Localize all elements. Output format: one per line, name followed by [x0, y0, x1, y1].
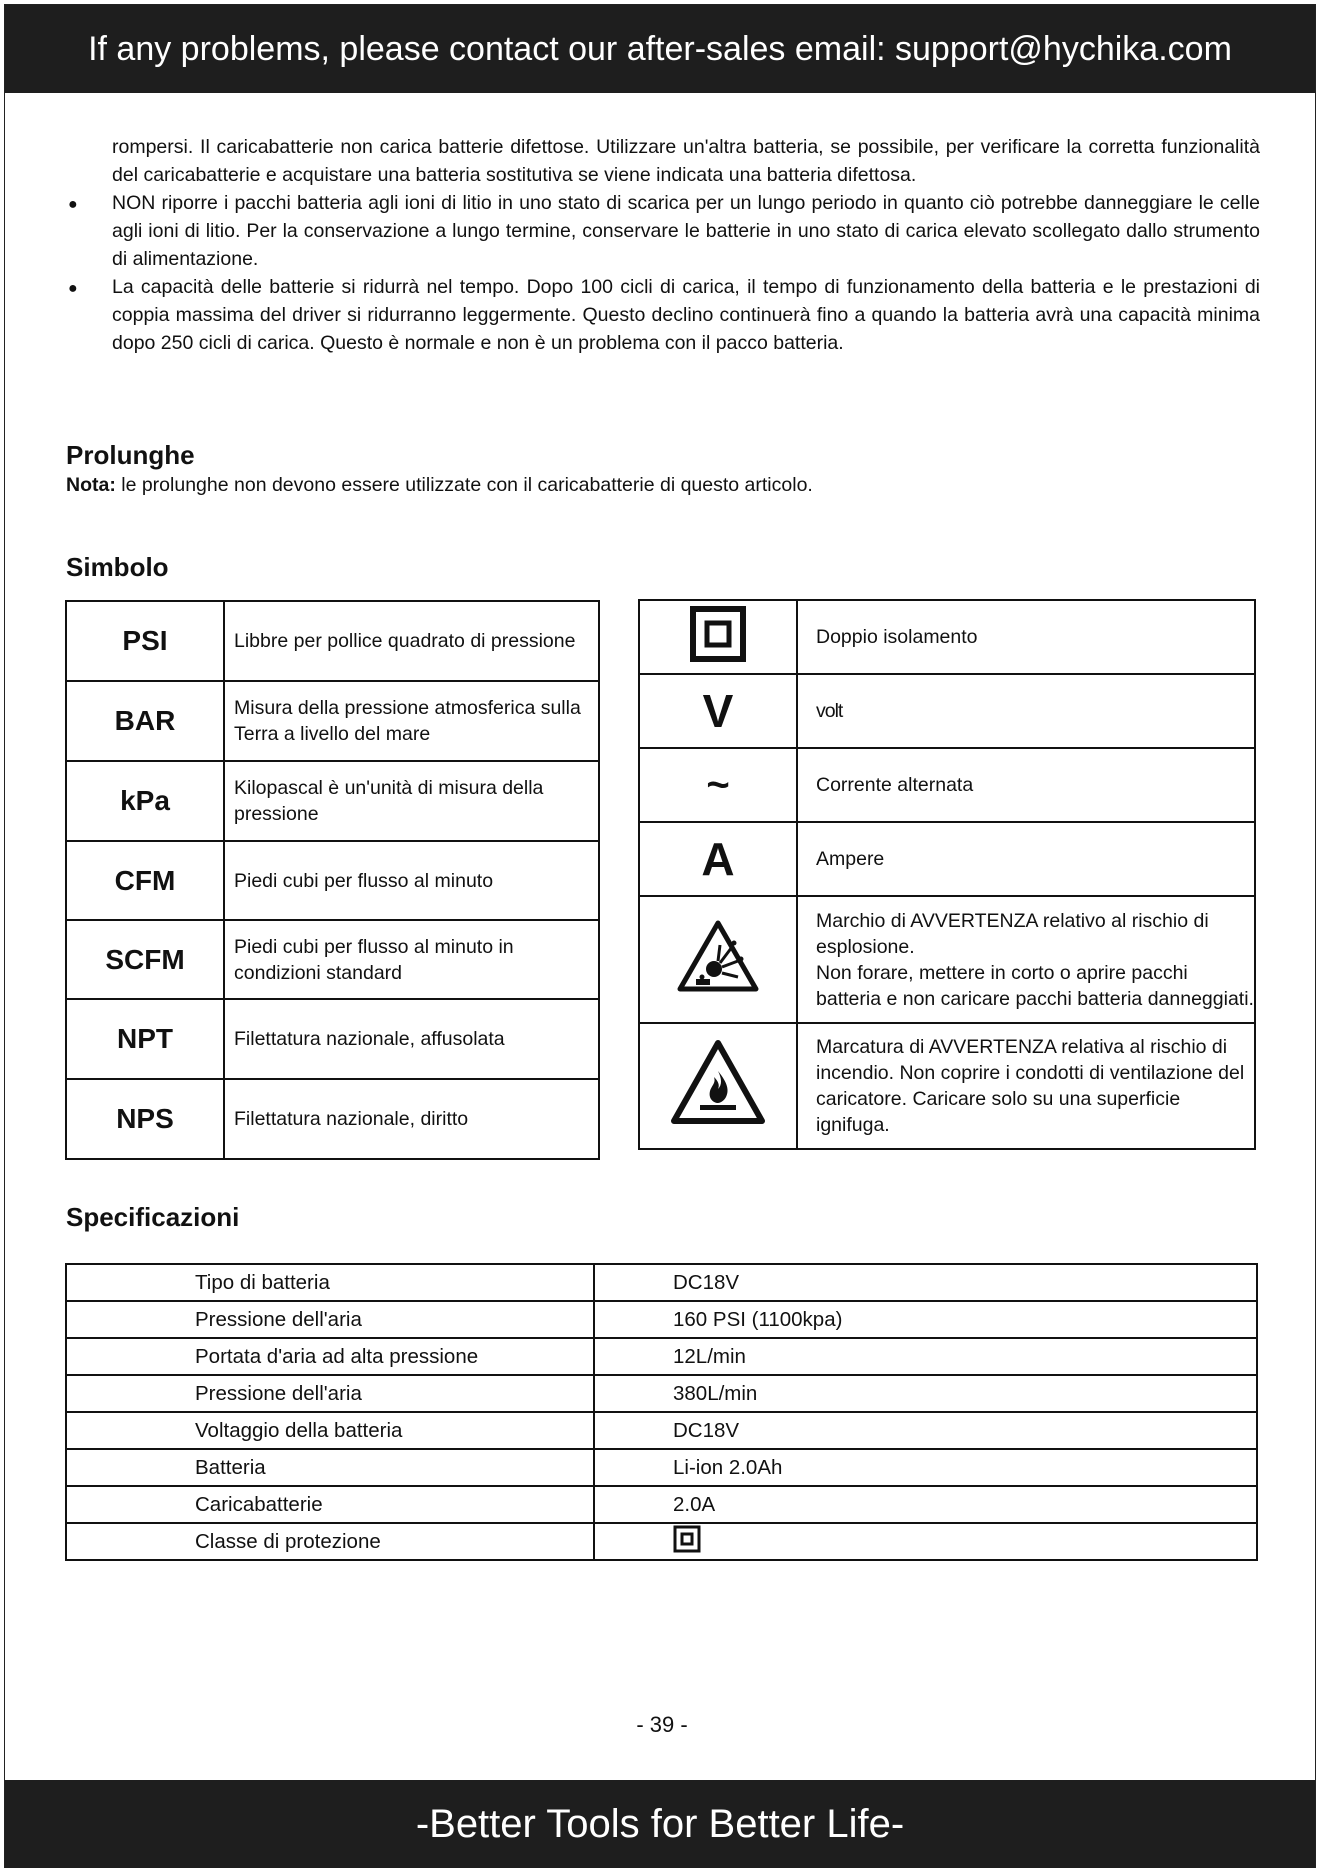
spec-label: Batteria: [66, 1449, 594, 1486]
bullet-icon: ●: [68, 196, 78, 213]
header-banner: If any problems, please contact our after-sales email: support@hychika.com: [5, 5, 1315, 93]
symbol-code: ~: [639, 748, 797, 822]
symbol-code: A: [639, 822, 797, 896]
spec-label: Voltaggio della batteria: [66, 1412, 594, 1449]
symbol-row: [639, 600, 1255, 674]
spec-value: DC18V: [594, 1264, 1257, 1301]
table-row: [66, 1375, 1257, 1412]
symbol-row: [639, 748, 1255, 822]
symbol-description: Kilopascal è un'unità di misura della pressione: [224, 761, 599, 841]
symbol-description: Filettatura nazionale, diritto: [224, 1079, 599, 1159]
symbol-row: [66, 761, 599, 841]
spec-value: [594, 1523, 1257, 1560]
double-insulation-icon: [673, 1525, 701, 1559]
note-label: Nota:: [66, 474, 116, 496]
symbol-description: Misura della pressione atmosferica sulla Terra a livello del mare: [224, 681, 599, 761]
symbol-description: Piedi cubi per flusso al minuto in condizioni standard: [224, 920, 599, 999]
explosion-warning-instructions: Non forare, mettere in corto o aprire pacchi batteria e non caricare pacchi batteria danneggiati.: [816, 961, 1254, 1010]
table-row: [66, 1412, 1257, 1449]
symbol-table-icons: [638, 599, 1256, 1150]
spec-label: Caricabatterie: [66, 1486, 594, 1523]
symbol-row: [639, 1023, 1255, 1149]
symbol-code: SCFM: [66, 920, 224, 999]
spec-value: 380L/min: [594, 1375, 1257, 1412]
symbol-description: [797, 896, 1255, 1023]
symbol-code: [639, 896, 797, 1023]
symbol-row: [639, 896, 1255, 1023]
spec-value: DC18V: [594, 1412, 1257, 1449]
spec-label: Classe di protezione: [66, 1523, 594, 1560]
symbol-description: volt: [797, 674, 1255, 748]
symbol-code: NPS: [66, 1079, 224, 1159]
spec-table: [65, 1263, 1258, 1561]
table-row: [66, 1449, 1257, 1486]
table-row: [66, 1338, 1257, 1375]
symbol-code: V: [639, 674, 797, 748]
spec-label: Pressione dell'aria: [66, 1375, 594, 1412]
symbol-row: [66, 999, 599, 1079]
explosion-warning-icon: [676, 919, 760, 1000]
fire-warning-icon: [670, 1039, 766, 1134]
symbol-row: [639, 822, 1255, 896]
symbol-description: Ampere: [797, 822, 1255, 896]
symbol-description: Piedi cubi per flusso al minuto: [224, 841, 599, 920]
symbol-description: Libbre per pollice quadrato di pressione: [224, 601, 599, 681]
symbol-row: [66, 841, 599, 920]
symbol-row: [66, 601, 599, 681]
symbol-code: [639, 1023, 797, 1149]
section-title-prolunghe: Prolunghe: [66, 440, 195, 470]
symbol-code: CFM: [66, 841, 224, 920]
symbol-row: [66, 1079, 599, 1159]
symbol-description: Filettatura nazionale, affusolata: [224, 999, 599, 1079]
table-row: [66, 1486, 1257, 1523]
symbol-table-units: [65, 600, 600, 1160]
symbol-code: NPT: [66, 999, 224, 1079]
table-row: [66, 1301, 1257, 1338]
table-row: [66, 1264, 1257, 1301]
spec-label: Pressione dell'aria: [66, 1301, 594, 1338]
bullet-icon: ●: [68, 280, 78, 297]
symbol-code: [639, 600, 797, 674]
intro-paragraph-2: NON riporre i pacchi batteria agli ioni di litio in uno stato di scarica per un lungo periodo in quanto ciò potrebbe danneggiare le celle agli ioni di litio. Per la conservazione a lungo termine, conservare le batterie in uno stato di carica elevato scollegato dallo strumento di alimentazione.: [112, 192, 1260, 270]
spec-value: 12L/min: [594, 1338, 1257, 1375]
symbol-code: kPa: [66, 761, 224, 841]
symbol-row: [66, 920, 599, 999]
footer-banner: -Better Tools for Better Life-: [5, 1780, 1315, 1868]
explosion-warning-text: Marchio di AVVERTENZA relativo al rischio di esplosione.: [816, 909, 1209, 958]
symbol-description: Doppio isolamento: [797, 600, 1255, 674]
section-title-specificazioni: Specificazioni: [66, 1202, 240, 1232]
spec-label: Portata d'aria ad alta pressione: [66, 1338, 594, 1375]
table-row: [66, 1523, 1257, 1560]
spec-value: Li-ion 2.0Ah: [594, 1449, 1257, 1486]
double-insulation-icon: [690, 606, 746, 669]
spec-value: 2.0A: [594, 1486, 1257, 1523]
section-title-simbolo: Simbolo: [66, 552, 169, 582]
prolunghe-note: [66, 474, 813, 497]
symbol-row: [66, 681, 599, 761]
intro-paragraph-3: La capacità delle batterie si ridurrà nel tempo. Dopo 100 cicli di carica, il tempo di funzionamento della batteria e le prestazioni di coppia massima del driver si ridurranno leggermente. Questo declino continuerà fino a quando la batteria avrà una capacità minima dopo 250 cicli di carica. Questo è normale e non è un problema con il pacco batteria.: [112, 276, 1260, 354]
symbol-code: BAR: [66, 681, 224, 761]
page-number: - 39 -: [636, 1712, 688, 1737]
symbol-description: Corrente alternata: [797, 748, 1255, 822]
note-text: le prolunghe non devono essere utilizzate con il caricabatterie di questo articolo.: [115, 474, 813, 496]
spec-label: Tipo di batteria: [66, 1264, 594, 1301]
symbol-description: Marcatura di AVVERTENZA relativa al rischio di incendio. Non coprire i condotti di ventilazione del caricatore. Caricare solo su una superficie ignifuga.: [797, 1023, 1255, 1149]
symbol-row: [639, 674, 1255, 748]
spec-value: 160 PSI (1100kpa): [594, 1301, 1257, 1338]
symbol-code: PSI: [66, 601, 224, 681]
intro-paragraph-1: rompersi. Il caricabatterie non carica batterie difettose. Utilizzare un'altra batteria, se possibile, per verificare la corretta funzionalità del caricabatterie e acquistare una batteria sostitutiva se viene indicata una batteria difettosa.: [112, 136, 1260, 186]
